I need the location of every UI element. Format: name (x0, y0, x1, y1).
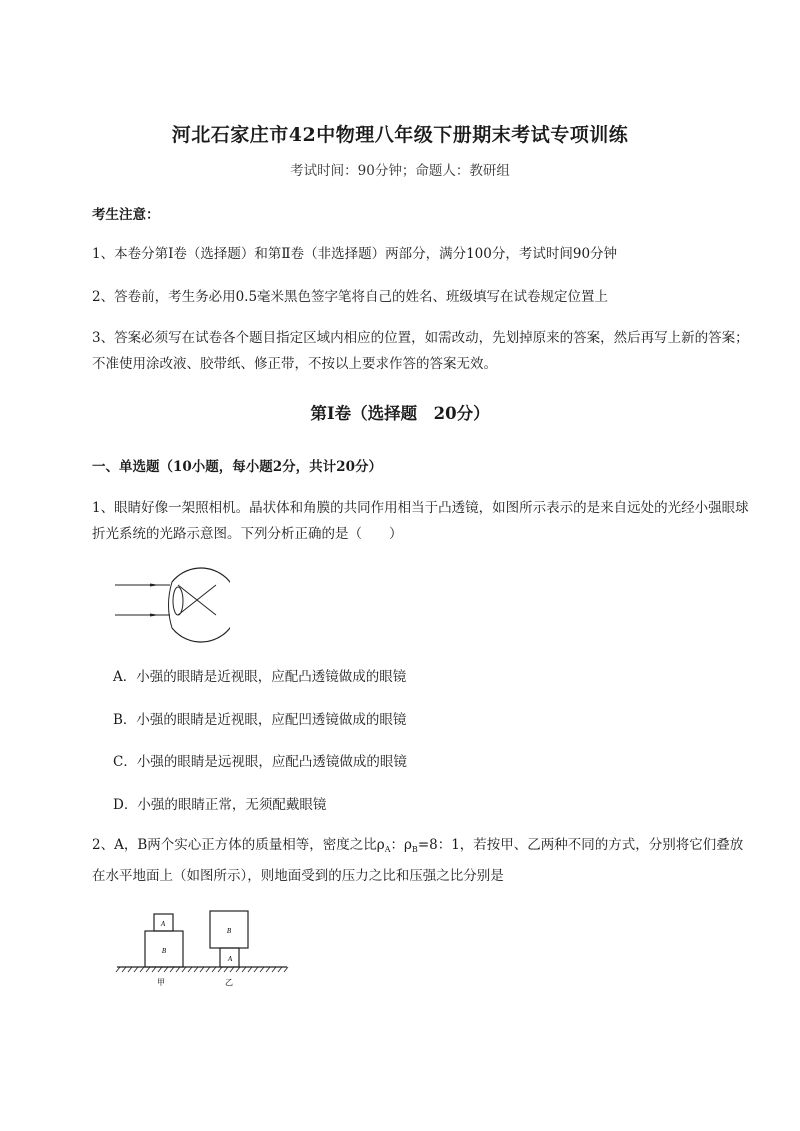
section-title: 第Ⅰ卷（选择题 20分） (310, 404, 490, 423)
question-2-stem: 2、A，B两个实心正方体的质量相等，密度之比$\rho_A$：$\rho_B=8$：1，若按甲、乙两种不同的方式，分别将它们叠放在水平地面上（如图所示），则地面受到的压力之比和压强之比分别是 (92, 837, 744, 884)
cornea (169, 582, 173, 628)
eye-diagram (110, 560, 230, 650)
notice-heading: 考生注意： (92, 207, 160, 223)
label-yi: 乙 (225, 978, 233, 987)
q1-option-d: D．小强的眼睛正常，无须配戴眼镜 (113, 797, 327, 813)
q1-option-c: C．小强的眼睛是远视眼，应配凸透镜做成的眼镜 (113, 754, 407, 770)
label-b-yi: B (226, 927, 232, 935)
notice-item-3: 3、答案必须写在试卷各个题目指定区域内相应的位置，如需改动，先划掉原来的答案，然后再写上新的答案；不准使用涂改液、胶带纸、修正带，不按以上要求作答的答案无效。 (92, 330, 749, 372)
stacking-diagram (115, 905, 295, 995)
q1-option-a: A．小强的眼睛是近视眼，应配凸透镜做成的眼镜 (113, 669, 407, 685)
crystalline-lens (173, 587, 183, 615)
notice-item-1: 1、本卷分第Ⅰ卷（选择题）和第Ⅱ卷（非选择题）两部分，满分100分，考试时间90分钟 (92, 246, 618, 262)
question-1-stem: 1、眼睛好像一架照相机。晶状体和角膜的共同作用相当于凸透镜，如图所示表示的是来自远处的光经小强眼球折光系统的光路示意图。下列分析正确的是（ ） (92, 500, 749, 542)
q1-option-b: B．小强的眼睛是近视眼，应配凹透镜做成的眼镜 (113, 712, 407, 728)
eyeball-outline (172, 568, 230, 642)
label-a-yi: A (227, 955, 233, 963)
part-heading: 一、单选题（10小题，每小题2分，共计20分） (92, 459, 382, 475)
page-title: 河北石家庄市42中物理八年级下册期末考试专项训练 (171, 124, 629, 146)
label-jia: 甲 (157, 978, 165, 987)
label-a-jia: A (160, 920, 166, 928)
exam-info: 考试时间：90分钟；命题人：教研组 (290, 163, 510, 179)
label-b-jia: B (161, 947, 167, 955)
notice-item-2: 2、答卷前，考生务必用0.5毫米黑色签字笔将自己的姓名、班级填写在试卷规定位置上 (92, 289, 609, 305)
